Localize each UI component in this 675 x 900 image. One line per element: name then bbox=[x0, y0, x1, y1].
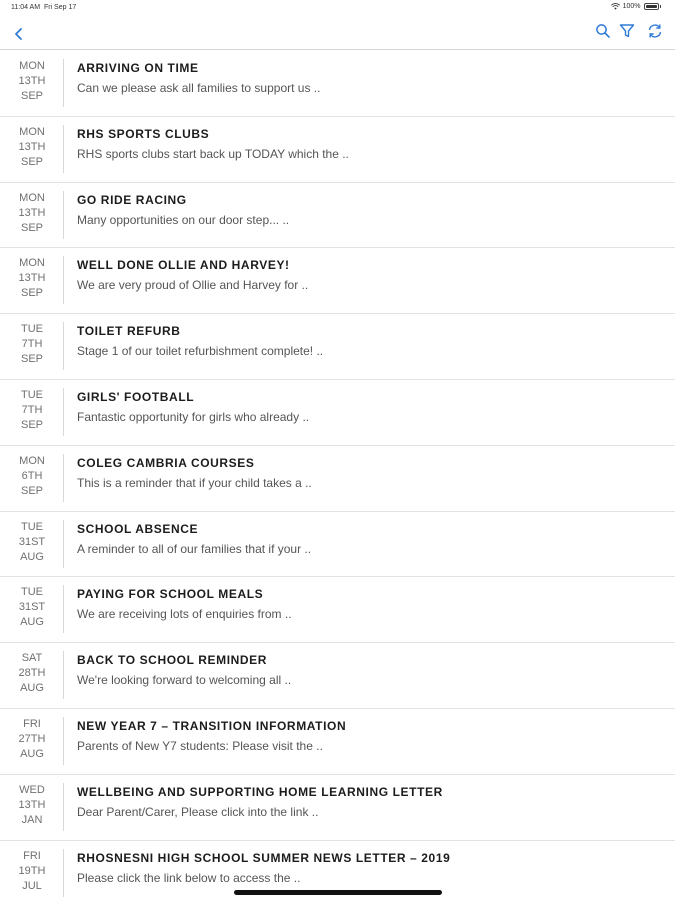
news-date-day: MON bbox=[19, 60, 45, 72]
status-bar bbox=[0, 0, 675, 18]
news-date-date: 7TH bbox=[21, 338, 43, 351]
news-date-month: AUG bbox=[20, 747, 44, 760]
news-item[interactable] bbox=[0, 183, 675, 249]
search-icon bbox=[594, 22, 612, 40]
battery-percent: 100% bbox=[622, 3, 641, 10]
news-title: ARRIVING ON TIME bbox=[77, 61, 199, 75]
news-snippet: RHS sports clubs start back up TODAY which the .. bbox=[77, 146, 349, 161]
date-divider bbox=[63, 783, 64, 831]
news-item[interactable] bbox=[0, 248, 675, 314]
status-date: Fri Sep 17 bbox=[43, 4, 77, 11]
filter-button[interactable] bbox=[618, 22, 636, 40]
news-date-month: JUL bbox=[22, 879, 42, 892]
news-date-month: AUG bbox=[20, 550, 44, 563]
news-date-date: 13TH bbox=[18, 272, 46, 285]
news-date-month: SEP bbox=[20, 418, 43, 431]
news-date-date: 13TH bbox=[18, 75, 46, 87]
refresh-icon bbox=[646, 22, 664, 40]
news-item[interactable] bbox=[0, 314, 675, 380]
date-divider bbox=[63, 849, 64, 897]
news-date-month: SEP bbox=[20, 484, 43, 497]
news-snippet: A reminder to all of our families that if your .. bbox=[77, 541, 312, 556]
news-date-date: 31ST bbox=[18, 535, 46, 548]
news-date-day: MON bbox=[19, 125, 45, 138]
date-divider bbox=[63, 59, 64, 107]
news-date-date: 19TH bbox=[18, 864, 46, 877]
news-date bbox=[0, 388, 64, 433]
news-date bbox=[0, 256, 64, 301]
news-date bbox=[0, 520, 64, 565]
wifi-icon bbox=[611, 3, 620, 10]
date-divider bbox=[63, 454, 64, 502]
news-item[interactable] bbox=[0, 709, 675, 775]
news-snippet: Many opportunities on our door step... .. bbox=[77, 212, 290, 227]
news-date bbox=[0, 125, 64, 170]
date-divider bbox=[63, 717, 64, 765]
news-date-day: WED bbox=[19, 783, 45, 796]
news-date-month: JAN bbox=[21, 813, 43, 826]
news-date bbox=[0, 585, 64, 630]
news-date-month: SEP bbox=[20, 287, 43, 300]
news-date-date: 7TH bbox=[21, 403, 43, 416]
news-snippet: This is a reminder that if your child takes a .. bbox=[77, 475, 312, 490]
news-date bbox=[0, 454, 64, 499]
news-title: WELLBEING AND SUPPORTING HOME LEARNING LETTER bbox=[77, 784, 443, 799]
news-date-month: AUG bbox=[20, 682, 44, 695]
news-item[interactable] bbox=[0, 643, 675, 709]
home-indicator bbox=[234, 890, 442, 895]
news-date bbox=[0, 59, 64, 104]
news-date-date: 13TH bbox=[18, 206, 46, 219]
news-title: SCHOOL ABSENCE bbox=[77, 521, 199, 536]
news-date bbox=[0, 322, 64, 367]
date-divider bbox=[63, 125, 64, 173]
news-date-date: 27TH bbox=[18, 732, 46, 745]
news-snippet: Dear Parent/Carer, Please click into the link .. bbox=[77, 804, 319, 819]
news-item[interactable] bbox=[0, 446, 675, 512]
date-divider bbox=[63, 388, 64, 436]
news-date-month: AUG bbox=[20, 616, 44, 629]
date-divider bbox=[63, 322, 64, 370]
news-date-day: MON bbox=[19, 257, 45, 270]
news-snippet: Stage 1 of our toilet refurbishment complete! .. bbox=[77, 344, 324, 359]
news-date-day: FRI bbox=[23, 849, 41, 862]
news-snippet: Fantastic opportunity for girls who already .. bbox=[77, 409, 310, 424]
news-date bbox=[0, 783, 64, 828]
status-indicators bbox=[611, 3, 661, 10]
news-item[interactable] bbox=[0, 775, 675, 841]
news-title: BACK TO SCHOOL REMINDER bbox=[77, 653, 268, 668]
news-date-day: TUE bbox=[21, 586, 43, 599]
refresh-button[interactable] bbox=[646, 22, 664, 40]
date-divider bbox=[63, 585, 64, 633]
news-title: RHOSNESNI HIGH SCHOOL SUMMER NEWS LETTER – 2019 bbox=[77, 850, 451, 865]
news-title: COLEG CAMBRIA COURSES bbox=[77, 455, 255, 470]
news-date-date: 13TH bbox=[18, 140, 46, 153]
date-divider bbox=[63, 651, 64, 699]
news-item[interactable] bbox=[0, 51, 675, 117]
news-date-day: MON bbox=[19, 191, 45, 204]
news-item[interactable] bbox=[0, 117, 675, 183]
news-date-day: SAT bbox=[21, 652, 43, 665]
news-date-date: 31ST bbox=[18, 601, 46, 614]
news-snippet: We are receiving lots of enquiries from .. bbox=[77, 607, 292, 622]
news-date-day: TUE bbox=[21, 388, 43, 401]
news-title: TOILET REFURB bbox=[77, 324, 181, 339]
news-date bbox=[0, 191, 64, 236]
news-date-date: 28TH bbox=[18, 667, 46, 680]
nav-bar bbox=[0, 18, 675, 50]
news-date-date: 6TH bbox=[21, 469, 43, 482]
news-snippet: Please click the link below to access the .. bbox=[77, 870, 301, 885]
status-time-date bbox=[11, 4, 76, 11]
news-date bbox=[0, 651, 64, 696]
news-title: GO RIDE RACING bbox=[77, 192, 187, 207]
filter-icon bbox=[618, 22, 636, 40]
news-date-month: SEP bbox=[20, 90, 43, 102]
news-date-date: 13TH bbox=[18, 798, 46, 811]
date-divider bbox=[63, 520, 64, 568]
news-item[interactable] bbox=[0, 577, 675, 643]
date-divider bbox=[63, 191, 64, 239]
news-date-month: SEP bbox=[20, 221, 43, 234]
news-snippet: We are very proud of Ollie and Harvey for .. bbox=[77, 278, 309, 293]
news-date-day: TUE bbox=[21, 520, 43, 533]
news-item[interactable] bbox=[0, 380, 675, 446]
news-title: RHS SPORTS CLUBS bbox=[77, 126, 210, 141]
news-date-month: SEP bbox=[20, 155, 43, 168]
date-divider bbox=[63, 256, 64, 304]
news-date-month: SEP bbox=[20, 353, 43, 366]
news-date bbox=[0, 717, 64, 762]
news-list bbox=[0, 51, 675, 900]
news-date-day: TUE bbox=[21, 323, 43, 336]
news-snippet: Can we please ask all families to support us .. bbox=[77, 81, 321, 95]
news-snippet: We're looking forward to welcoming all .. bbox=[77, 673, 292, 688]
news-title: WELL DONE OLLIE AND HARVEY! bbox=[77, 258, 290, 273]
search-button[interactable] bbox=[594, 22, 612, 40]
news-date bbox=[0, 849, 64, 894]
status-time: 11:04 AM bbox=[11, 4, 41, 11]
chevron-left-icon bbox=[10, 24, 28, 44]
battery-icon bbox=[644, 3, 659, 10]
news-date-day: FRI bbox=[23, 717, 41, 730]
back-button[interactable] bbox=[10, 24, 28, 44]
news-snippet: Parents of New Y7 students: Please visit the .. bbox=[77, 738, 323, 753]
news-title: NEW YEAR 7 – TRANSITION INFORMATION bbox=[77, 718, 347, 733]
news-title: GIRLS' FOOTBALL bbox=[77, 389, 195, 404]
news-item[interactable] bbox=[0, 512, 675, 578]
news-title: PAYING FOR SCHOOL MEALS bbox=[77, 587, 264, 602]
news-date-day: MON bbox=[19, 454, 45, 467]
